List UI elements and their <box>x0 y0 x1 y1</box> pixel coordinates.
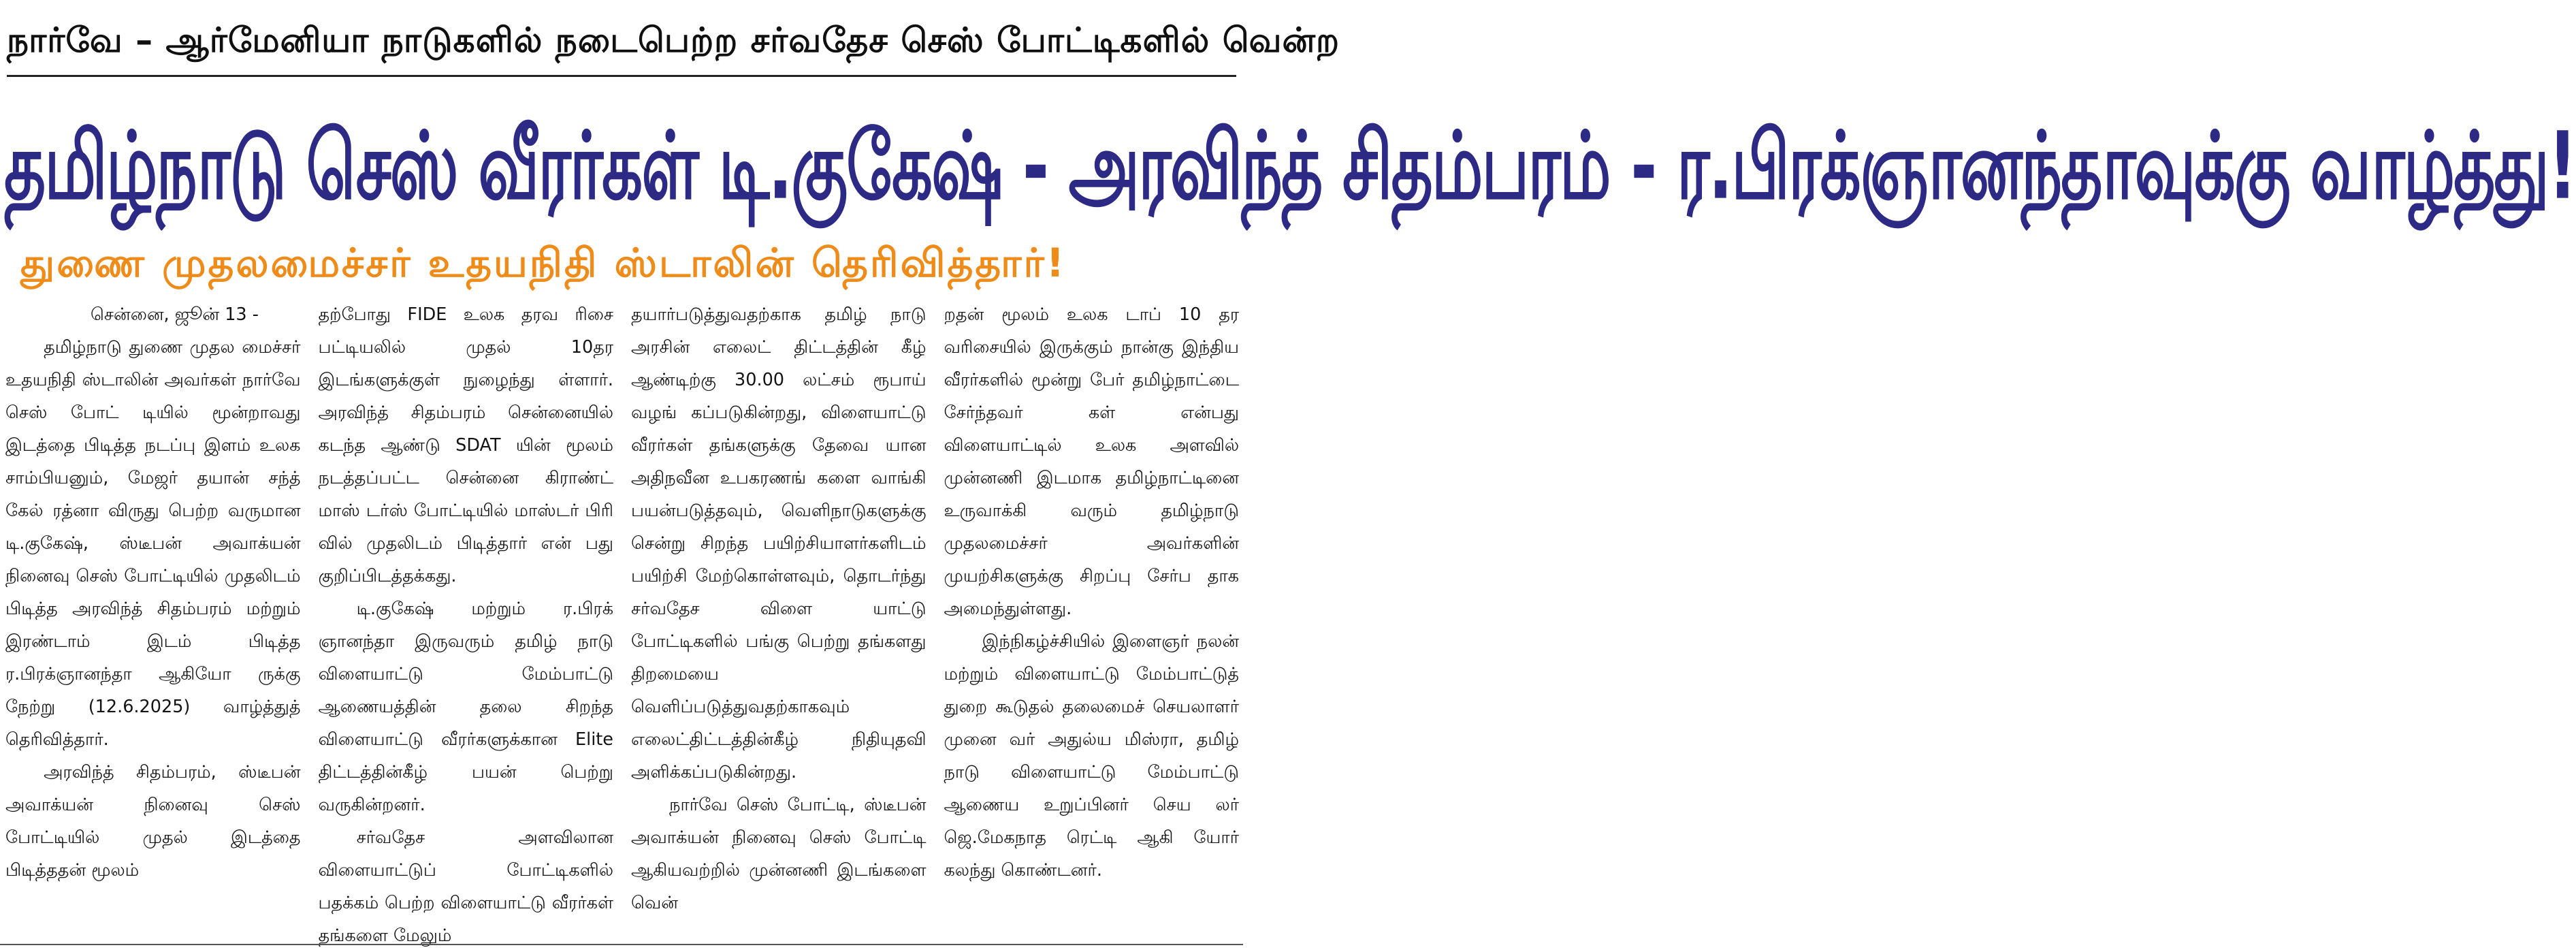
paragraph: நார்வே செஸ் போட்டி, ஸ்டீபன் அவாக்யன் நினைவு செஸ் போட்டி ஆகியவற்றில் முன்னணி இடங்களை வென் <box>631 795 927 913</box>
kicker-line: நார்வே – ஆர்மேனியா நாடுகளில் நடைபெற்ற சர்வதேச செஸ் போட்டிகளில் வென்ற <box>7 20 1340 60</box>
column-2 <box>318 298 614 946</box>
paragraph: தற்போது FIDE உலக தரவ ரிசை பட்டியலில் முதல் 10தர இடங்களுக்குள் நுழைந்து ள்ளார். அரவிந்த் சிதம்பரம் சென்னையில் கடந்த ஆண்டு SDAT யின் மூலம் நடத்தப்பட்ட சென்னை கிராண்ட் மாஸ் டர்ஸ் போட்டியில் மாஸ்டர் பிரி வில் முதலிடம் பிடித்தார் என் பது குறிப்பிடத்தக்கது. <box>318 304 613 586</box>
paragraph: தமிழ்நாடு துணை முதல மைச்சர் உதயநிதி ஸ்டாலின் அவர்கள் நார்வே செஸ் போட் டியில் மூன்றாவது இடத்தை பிடித்த நடப்பு இளம் உலக சாம்பியனும், மேஜர் தயான் சந்த் கேல் ரத்னா விருது பெற்ற வருமான டி.குகேஷ், ஸ்டீபன் அவாக்யன் நினைவு செஸ் போட்டியில் முதலிடம் பிடித்த அரவிந்த் சிதம்பரம் மற்றும் இரண்டாம் இடம் பிடித்த ர.பிரக்ஞானந்தா ஆகியோ ருக்கு நேற்று (12.6.2025) வாழ்த்துத் தெரிவித்தார். <box>5 337 301 750</box>
headline: தமிழ்நாடு செஸ் வீரர்கள் டி.குகேஷ் - அரவிந்த் சிதம்பரம் - ர.பிரக்ஞானந்தாவுக்கு வாழ்த்து! <box>4 112 2576 221</box>
paragraph: டி.குகேஷ் மற்றும் ர.பிரக் ஞானந்தா இருவரும் தமிழ் நாடு விளையாட்டு மேம்பாட்டு ஆணையத்தின் தலை சிறந்த விளையாட்டு வீரர்களுக்கான Elite திட்டத்தின்கீழ் பயன் பெற்று வருகின்றனர். <box>318 599 613 815</box>
subheadline: துணை முதலமைச்சர் உதயநிதி ஸ்டாலின் தெரிவித்தார்! <box>20 240 1067 286</box>
column-4 <box>944 298 1240 942</box>
column-1 <box>5 298 301 942</box>
dateline: சென்னை, ஜூன் 13 - <box>91 304 259 325</box>
bottom-divider <box>0 944 1243 945</box>
paragraph: தயார்படுத்துவதற்காக தமிழ் நாடு அரசின் எலைட் திட்டத்தின் கீழ் ஆண்டிற்கு 30.00 லட்சம் ரூபாய் வழங் கப்படுகின்றது, விளையாட்டு வீரர்கள் தங்களுக்கு தேவை யான அதிநவீன உபகரணங் களை வாங்கி பயன்படுத்தவும், வெளிநாடுகளுக்கு சென்று சிறந்த பயிற்சியாளர்களிடம் பயிற்சி மேற்கொள்ளவும், தொடர்ந்து சர்வதேச விளை யாட்டு போட்டிகளில் பங்கு பெற்று தங்களது திறமையை வெளிப்படுத்துவதற்காகவும் எலைட்திட்டத்தின்கீழ் நிதியுதவி அளிக்கப்படுகின்றது. <box>631 304 927 782</box>
column-3 <box>631 298 927 942</box>
paragraph: அரவிந்த் சிதம்பரம், ஸ்டீபன் அவாக்யன் நினைவு செஸ் போட்டியில் முதல் இடத்தை பிடித்ததன் மூலம் <box>5 762 301 880</box>
article-body <box>5 298 1239 946</box>
paragraph: இந்நிகழ்ச்சியில் இளைஞர் நலன் மற்றும் விளையாட்டு மேம்பாட்டுத் துறை கூடுதல் தலைமைச் செயலாளர் முனை வர் அதுல்ய மிஸ்ரா, தமிழ் நாடு விளையாட்டு மேம்பாட்டு ஆணைய உறுப்பினர் செய லர் ஜெ.மேகநாத ரெட்டி ஆகி யோர் கலந்து கொண்டனர். <box>944 631 1239 880</box>
paragraph: றதன் மூலம் உலக டாப் 10 தர வரிசையில் இருக்கும் நான்கு இந்திய வீரர்களில் மூன்று பேர் தமிழ்நாட்டை சேர்ந்தவர் கள் என்பது விளையாட்டில் உலக அளவில் முன்னணி இடமாக தமிழ்நாட்டினை உருவாக்கி வரும் தமிழ்நாடு முதலமைச்சர் அவர்களின் முயற்சிகளுக்கு சிறப்பு சேர்ப தாக அமைந்துள்ளது. <box>944 304 1239 619</box>
paragraph: சர்வதேச அளவிலான விளையாட்டுப் போட்டிகளில் பதக்கம் பெற்ற விளையாட்டு வீரர்கள் தங்களை மேலும் <box>318 827 613 946</box>
kicker-divider <box>7 75 1236 77</box>
